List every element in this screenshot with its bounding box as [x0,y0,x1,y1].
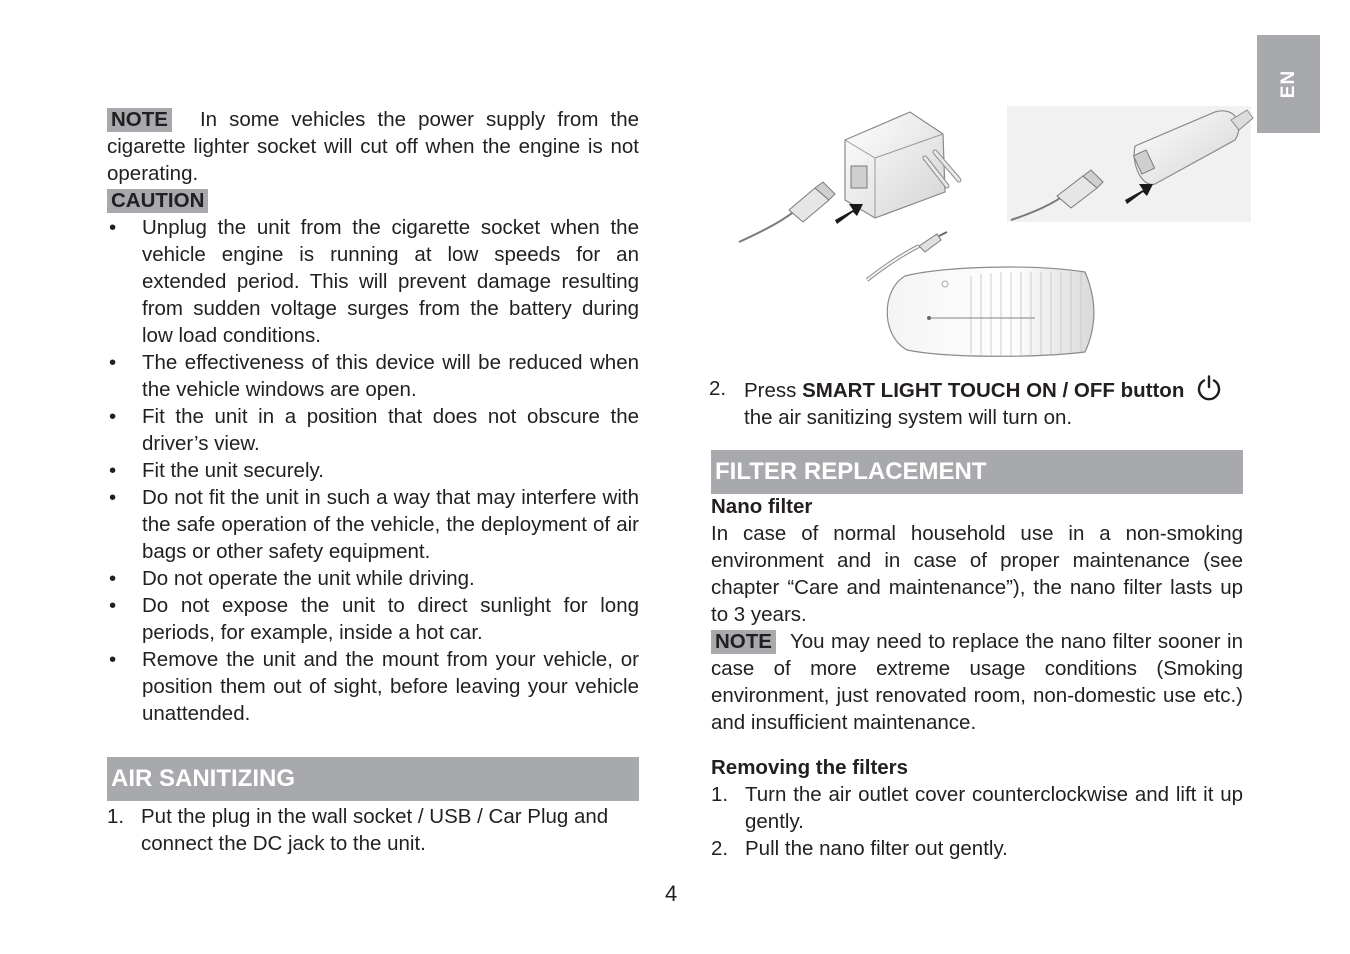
note-text: In some vehicles the power supply from the cigarette lighter socket will cut off when the engine is not operating. [107,108,639,185]
air-sanitizer-unit-drawing [887,267,1094,356]
step-2-post: the air sanitizing system will turn on. [744,406,1073,429]
page-number: 4 [665,881,678,906]
removing-filters-steps [711,781,1243,862]
step-2-pre: Press [744,379,803,402]
caution-item: • The effectiveness of this device will be reduced when the vehicle windows are open. [107,349,639,403]
step-2 [709,375,1249,431]
removing-step-text: Pull the nano filter out gently. [745,837,1008,860]
wall-adapter-drawing [845,112,959,218]
nano-filter-heading: Nano filter [711,495,813,518]
caution-item: • Do not expose the unit to direct sunlight for long periods, for example, inside a hot car. [107,592,639,646]
step-2-number: 2. [709,377,727,400]
product-illustration [735,100,1255,362]
removing-step-text: Turn the air outlet cover counterclockwise and lift it up gently. [745,783,1243,833]
caution-item: • Fit the unit in a position that does not obscure the driver’s view. [107,403,639,457]
caution-tag: CAUTION [107,189,208,213]
removing-step-number: 1. [711,783,729,806]
note-paragraph [107,106,639,187]
air-sanitizing-steps [107,803,639,857]
step-2-bold: SMART LIGHT TOUCH ON / OFF button [802,379,1185,402]
caution-label-wrap [107,189,208,213]
nano-filter-text: In case of normal household use in a non-smoking environment and in case of proper maintenance (see chapter “Care and maintenance”), the nano filter lasts up to 3 years. [711,522,1243,626]
caution-item: • Do not operate the unit while driving. [107,565,639,592]
removing-filters-heading: Removing the filters [711,756,909,779]
step-1-number: 1. [107,805,125,828]
nano-note-text: You may need to replace the nano filter sooner in case of more extreme usage conditions (Smoking environment, just renovated room, non-domestic use etc.) and insufficient maintenance. [711,630,1243,734]
power-icon [1196,375,1222,401]
caution-item: • Remove the unit and the mount from your vehicle, or position them out of sight, before leaving your vehicle unattended. [107,646,639,727]
caution-list [107,214,639,727]
air-sanitizing-heading: AIR SANITIZING [107,757,639,801]
step-1-text: Put the plug in the wall socket / USB / Car Plug and connect the DC jack to the unit. [141,805,609,855]
note-tag: NOTE [107,108,172,132]
caution-item: • Fit the unit securely. [107,457,639,484]
filter-replacement-heading: FILTER REPLACEMENT [711,450,1243,494]
language-tab-label: EN [1277,69,1299,99]
caution-item: • Unplug the unit from the cigarette socket when the vehicle engine is running at low speeds for an extended period. This will prevent damage resulting from sudden voltage surges from the battery during low load conditions. [107,214,639,349]
step-1 [107,803,639,857]
language-tab [1257,35,1320,133]
caution-item: • Do not fit the unit in such a way that may interfere with the safe operation of the vehicle, the deployment of air bags or other safety equipment. [107,484,639,565]
removing-step [711,835,1243,862]
nano-note-tag: NOTE [711,630,776,654]
nano-note-paragraph [711,628,1243,736]
removing-step-number: 2. [711,837,729,860]
removing-step [711,781,1243,835]
